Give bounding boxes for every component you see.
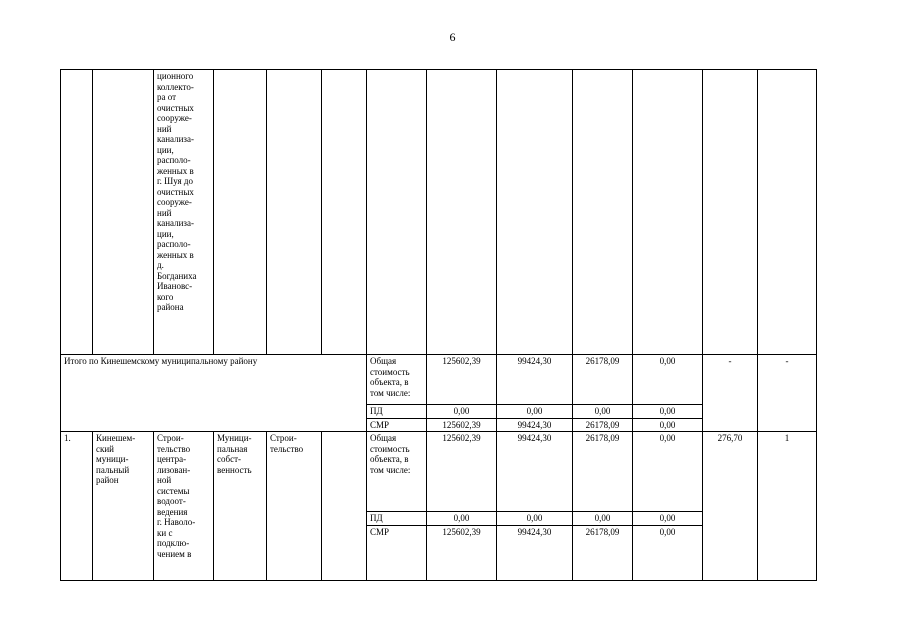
item-pd-v3: 0,00 bbox=[573, 512, 633, 526]
page-number: 6 bbox=[449, 30, 456, 44]
item-row-general bbox=[61, 432, 817, 512]
total-smr-v2: 99424,30 bbox=[497, 418, 573, 432]
cell-v2 bbox=[497, 70, 573, 355]
total-smr-v1: 125602,39 bbox=[427, 418, 497, 432]
cell-v1 bbox=[427, 70, 497, 355]
continued-row bbox=[61, 70, 817, 355]
item-pd-v1: 0,00 bbox=[427, 512, 497, 526]
cell-count bbox=[758, 70, 817, 355]
item-v1: 125602,39 bbox=[427, 432, 497, 512]
cell-ownership bbox=[214, 70, 267, 355]
total-pd-v1: 0,00 bbox=[427, 405, 497, 419]
total-cost-type: Общая стоимость объекта, в том числе: bbox=[367, 355, 427, 405]
cell-empty bbox=[322, 70, 367, 355]
item-smr-label: СМР bbox=[367, 525, 427, 580]
total-smr-v3: 26178,09 bbox=[573, 418, 633, 432]
total-pd-label: ПД bbox=[367, 405, 427, 419]
item-num: 1. bbox=[61, 432, 93, 581]
item-v4: 0,00 bbox=[633, 432, 703, 512]
item-count: 1 bbox=[758, 432, 817, 581]
item-pd-v4: 0,00 bbox=[633, 512, 703, 526]
total-pd-v4: 0,00 bbox=[633, 405, 703, 419]
item-work-type: Строи- тельство bbox=[267, 432, 322, 581]
investment-table bbox=[60, 69, 817, 581]
item-v3: 26178,09 bbox=[573, 432, 633, 512]
cell-cost-type bbox=[367, 70, 427, 355]
item-smr-v4: 0,00 bbox=[633, 525, 703, 580]
total-label: Итого по Кинешемскому муниципальному району bbox=[61, 355, 367, 432]
item-object: Строи- тельство центра- лизован- ной системы водоот- ведения г. Наволо- ки с подклю- чением в bbox=[154, 432, 214, 581]
item-ownership: Муници- пальная собст- венность bbox=[214, 432, 267, 581]
cell-v4 bbox=[633, 70, 703, 355]
cell-district bbox=[93, 70, 154, 355]
item-smr-v1: 125602,39 bbox=[427, 525, 497, 580]
total-smr-v4: 0,00 bbox=[633, 418, 703, 432]
item-district: Кинешем- ский муници- пальный район bbox=[93, 432, 154, 581]
total-v2: 99424,30 bbox=[497, 355, 573, 405]
item-pd-v2: 0,00 bbox=[497, 512, 573, 526]
total-capacity: - bbox=[703, 355, 758, 432]
total-row-general bbox=[61, 355, 817, 405]
total-count: - bbox=[758, 355, 817, 432]
cell-num bbox=[61, 70, 93, 355]
item-empty bbox=[322, 432, 367, 581]
item-smr-v3: 26178,09 bbox=[573, 525, 633, 580]
cell-capacity bbox=[703, 70, 758, 355]
object-description-continued: ционного коллекто- ра от очистных сооруже- ний канализа- ции, располо- женных в г. Шуя до очистных сооруже- ний канализа- ции, располо- женных в д. Богданиха Ивановс- кого района bbox=[154, 70, 214, 355]
cell-work-type bbox=[267, 70, 322, 355]
total-smr-label: СМР bbox=[367, 418, 427, 432]
total-v1: 125602,39 bbox=[427, 355, 497, 405]
item-capacity: 276,70 bbox=[703, 432, 758, 581]
cell-v3 bbox=[573, 70, 633, 355]
total-pd-v2: 0,00 bbox=[497, 405, 573, 419]
total-v3: 26178,09 bbox=[573, 355, 633, 405]
total-v4: 0,00 bbox=[633, 355, 703, 405]
item-cost-type: Общая стоимость объекта, в том числе: bbox=[367, 432, 427, 512]
item-pd-label: ПД bbox=[367, 512, 427, 526]
item-smr-v2: 99424,30 bbox=[497, 525, 573, 580]
total-pd-v3: 0,00 bbox=[573, 405, 633, 419]
item-v2: 99424,30 bbox=[497, 432, 573, 512]
